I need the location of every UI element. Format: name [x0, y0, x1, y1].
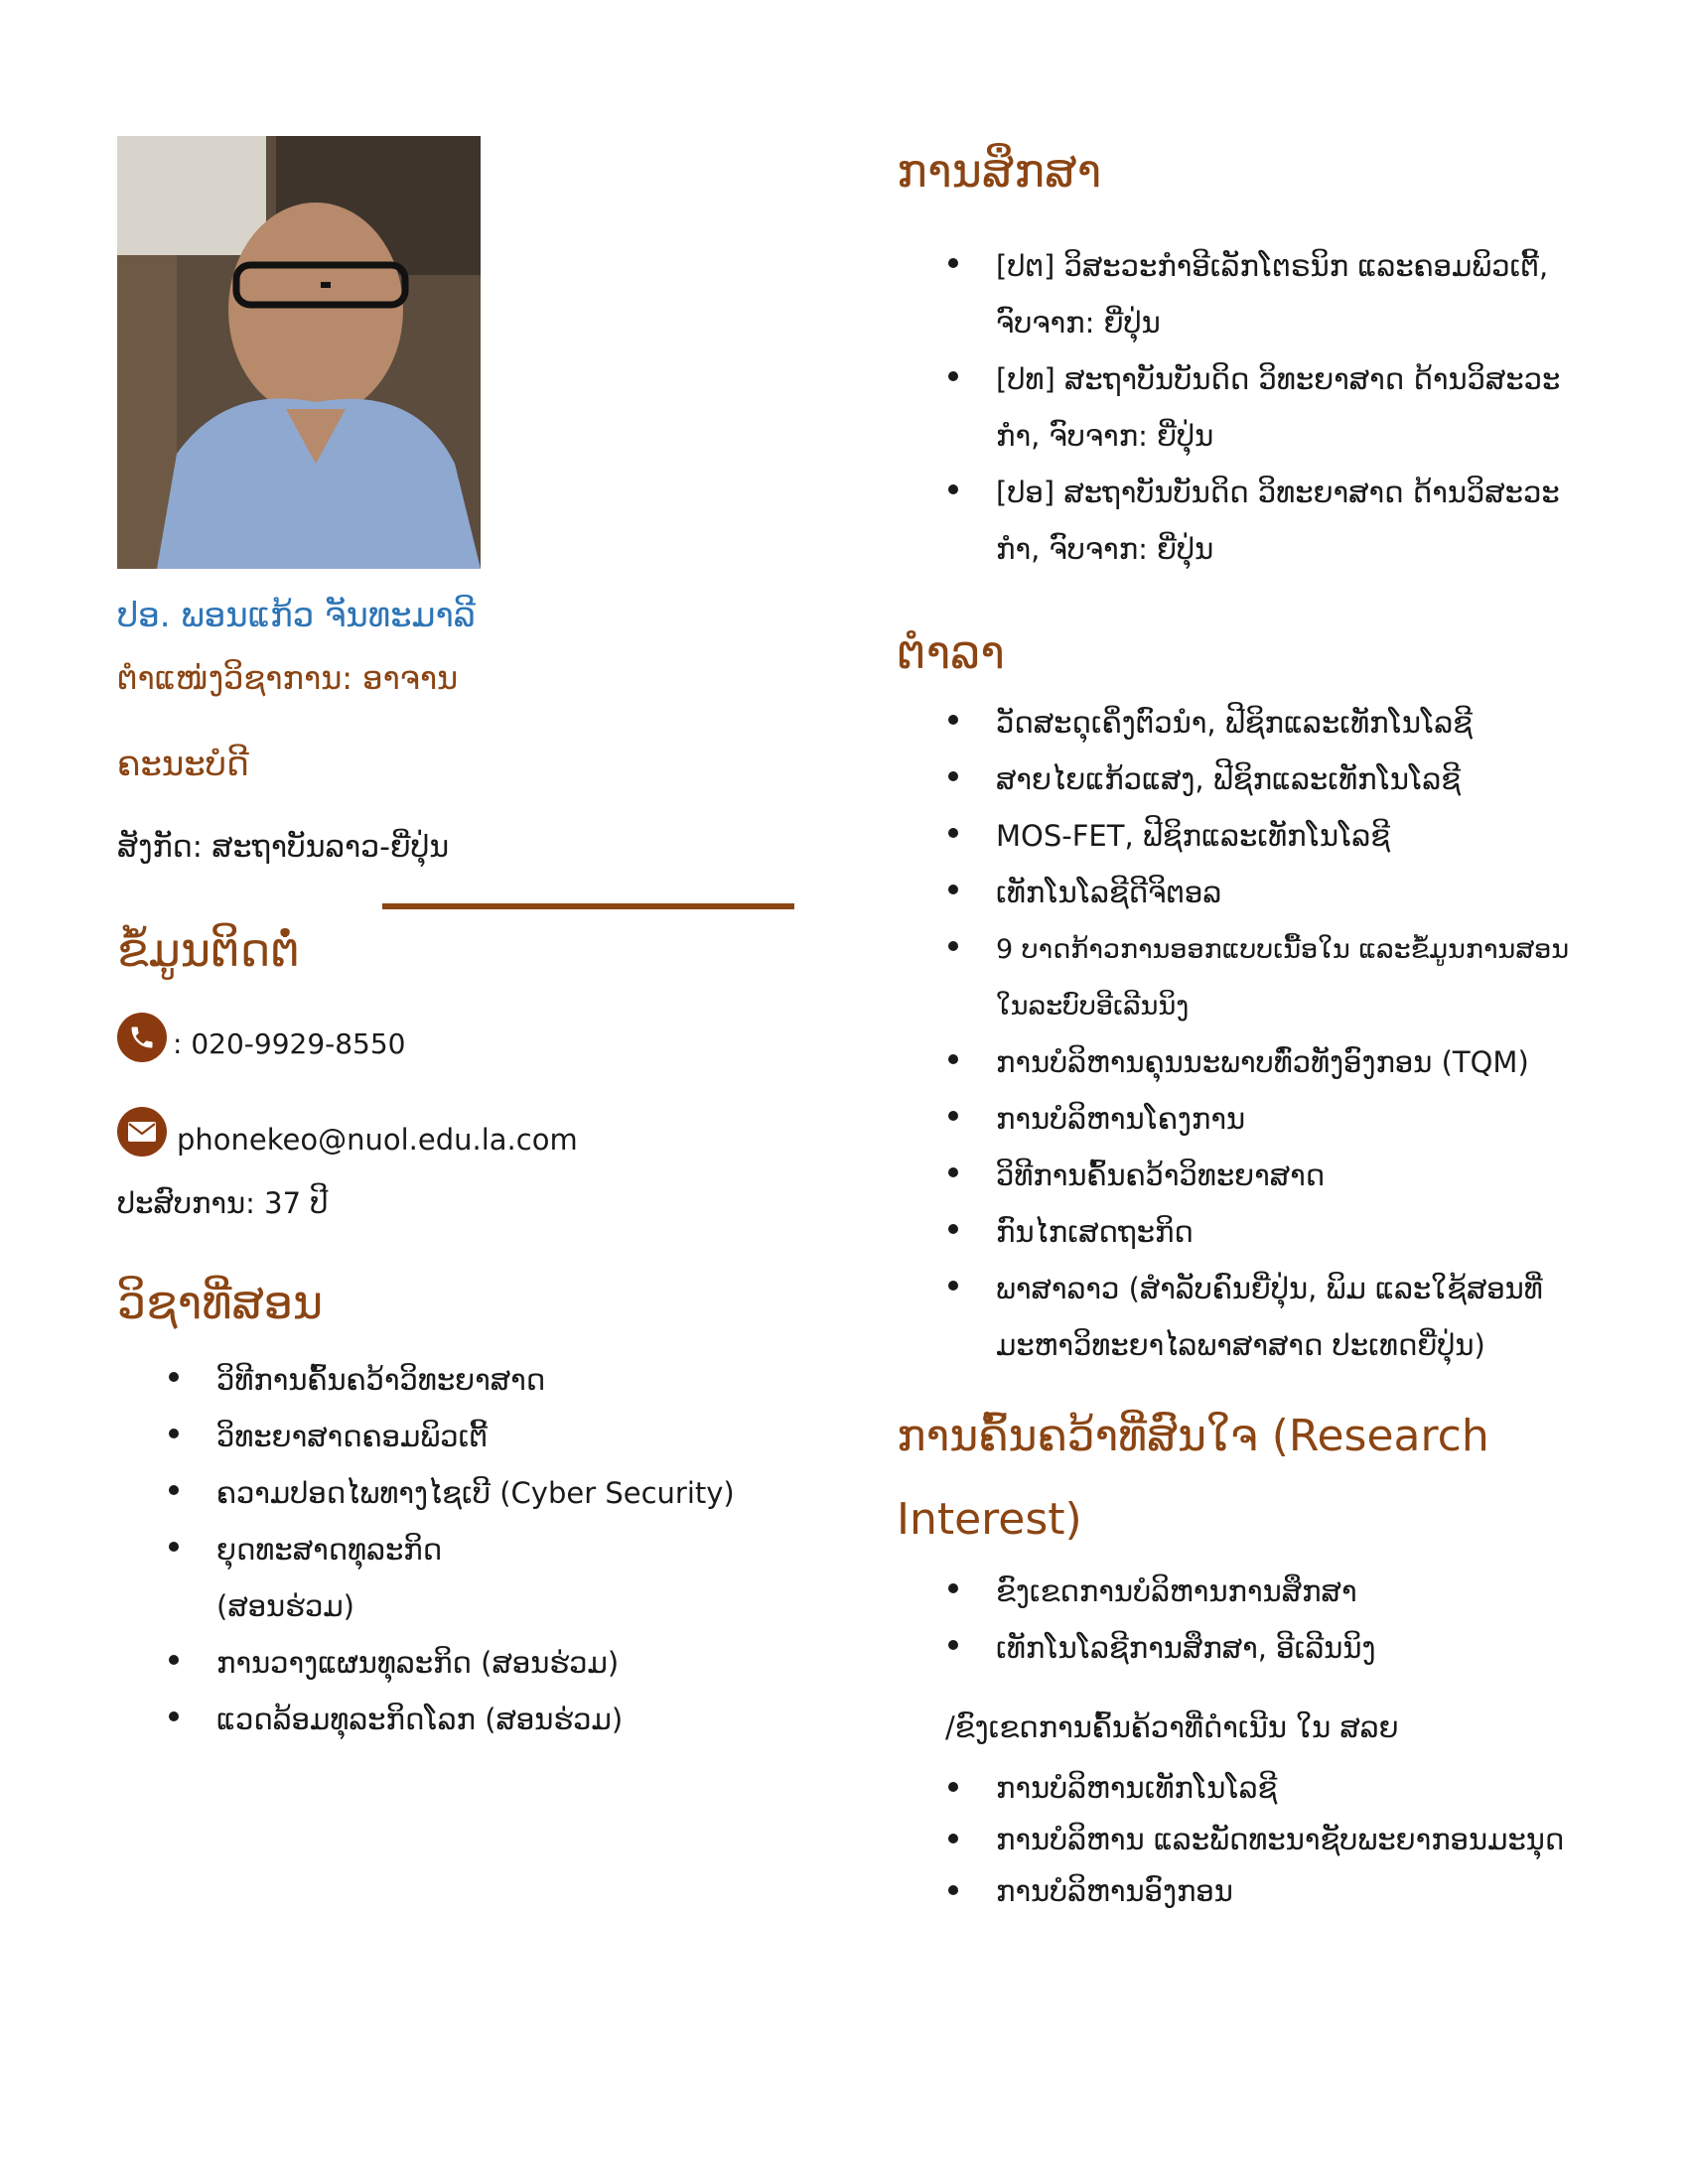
list-item-continuation: ໃນລະບົບອີເລີນນິງ: [996, 991, 1190, 1022]
list-item: ວິທະຍາສາດຄອມພິວເຕີ້: [216, 1409, 773, 1465]
phone-icon: [117, 1013, 167, 1062]
experience: ປະສົບການ: 37 ປີ: [117, 1186, 329, 1220]
list-item: ວິທີການຄົ້ນຄວ້າວິທະຍາສາດ: [996, 1148, 1592, 1204]
email-row: [117, 1097, 578, 1157]
list-item: [ປຕ] ວິສະວະກຳອີເລັກໂຕຣນິກ ແລະຄອມພິວເຕີ້,: [996, 238, 1592, 295]
list-item: ການບໍລິຫານຄຸນນະພາບທົ່ວທັງອົງກອນ (TQM): [996, 1034, 1592, 1091]
academic-position: ຕຳແໜ່ງວິຊາການ: ອາຈານ: [117, 659, 459, 697]
list-item-continuation: (ສອນຮ່ວມ): [216, 1589, 354, 1623]
list-item: ການບໍລິຫານ ແລະພັດທະນາຊັບພະຍາກອນມະນຸດ: [996, 1814, 1592, 1865]
textbooks-heading: ຕຳລາ: [897, 625, 1005, 679]
list-item: ເທັກໂນໂລຊີການສຶກສາ, ອີເລີນນິງ: [996, 1620, 1592, 1677]
phone-row: [117, 1003, 406, 1062]
phone-number[interactable]: : 020-9929-8550: [173, 1027, 406, 1060]
contact-heading: ຂໍ້ມູນຕິດຕໍ່: [117, 923, 300, 977]
research-heading: [897, 1395, 1532, 1562]
profile-photo: [117, 136, 481, 569]
list-item: ສາຍໄຍແກ້ວແສງ, ຟີຊິກແລະເທັກໂນໂລຊີ: [996, 751, 1592, 808]
list-item: ການບໍລິຫານເທັກໂນໂລຊີ: [996, 1762, 1592, 1814]
list-item: ການບໍລິຫານອົງກອນ: [996, 1865, 1592, 1917]
affiliation: ສັງກັດ: ສະຖາບັນລາວ-ຍີ່ປຸ່ນ: [117, 830, 450, 865]
research-list: [996, 1564, 1592, 1677]
list-item-continuation: ຈົບຈາກ: ຍີ່ປຸ່ນ: [996, 306, 1161, 340]
list-item-continuation: ມະຫາວິທະຍາໄລພາສາສາດ ປະເທດຍີ່ປຸ່ນ): [996, 1328, 1485, 1362]
list-item: ການວາງແຜນທຸລະກິດ (ສອນຮ່ວມ): [216, 1635, 773, 1692]
ongoing-research-list: [996, 1762, 1592, 1917]
teaching-heading: ວິຊາທີ່ສອນ: [117, 1276, 324, 1329]
email-address[interactable]: phonekeo@nuol.edu.la.com: [177, 1123, 578, 1157]
textbooks-list: [996, 695, 1592, 1374]
list-item: [ປອ] ສະຖາບັນບັນດິດ ວິທະຍາສາດ ດ້ານວິສະວະ: [996, 465, 1592, 521]
section-divider: [382, 903, 794, 909]
list-item: ຂົງເຂດການບໍລິຫານການສຶກສາ: [996, 1564, 1592, 1620]
research-heading-en: (Research Interest): [897, 1411, 1489, 1545]
list-item-continuation: ກຳ, ຈົບຈາກ: ຍີ່ປຸ່ນ: [996, 419, 1214, 453]
email-icon: [117, 1107, 167, 1157]
list-item: ກົນໄກເສດຖະກິດ: [996, 1204, 1592, 1261]
ongoing-research-label: /ຂົງເຂດການຄົ້ນຄ້ວາທີ່ດຳເນີນ ໃນ ສລຍ: [945, 1710, 1399, 1744]
list-item: ເທັກໂນໂລຊີດີຈິຕອລ: [996, 865, 1592, 921]
education-list: [996, 238, 1592, 578]
list-item: ແວດລ້ອມທຸລະກິດໂລກ (ສອນຮ່ວມ): [216, 1692, 773, 1748]
research-heading-lao: ການຄົ້ນຄວ້າທີ່ສົນໃຈ: [897, 1411, 1258, 1461]
education-heading: ການສຶກສາ: [897, 144, 1102, 198]
list-item: 9 ບາດກ້າວການອອກແບບເນື້ອໃນ ແລະຂໍ້ມູນການສອນ: [996, 921, 1592, 978]
faculty-label: ຄະນະບໍດີ: [117, 745, 249, 784]
list-item: [ປທ] ສະຖາບັນບັນດິດ ວິທະຍາສາດ ດ້ານວິສະວະ: [996, 351, 1592, 408]
list-item: MOS-FET, ຟີຊິກແລະເທັກໂນໂລຊີ: [996, 808, 1592, 865]
list-item: ວັດສະດຸເຄິ່ງຕົວນຳ, ຟີຊິກແລະເທັກໂນໂລຊີ: [996, 695, 1592, 751]
list-item: ຍຸດທະສາດທຸລະກິດ: [216, 1522, 773, 1578]
list-item: ພາສາລາວ (ສຳລັບຄົນຍີ່ປຸ່ນ, ພິມ ແລະໃຊ້ສອນທີ່: [996, 1261, 1592, 1317]
teaching-list: [216, 1352, 773, 1748]
list-item: ວິທີການຄົ້ນຄວ້າວິທະຍາສາດ: [216, 1352, 773, 1409]
list-item: ຄວາມປອດໄພທາງໄຊເບີ (Cyber Security): [216, 1465, 773, 1522]
profile-name: ປອ. ພອນແກ້ວ ຈັນທະມາລີ: [117, 596, 476, 635]
list-item: ການບໍລິຫານໂຄງການ: [996, 1091, 1592, 1148]
list-item-continuation: ກຳ, ຈົບຈາກ: ຍີ່ປຸ່ນ: [996, 532, 1214, 566]
